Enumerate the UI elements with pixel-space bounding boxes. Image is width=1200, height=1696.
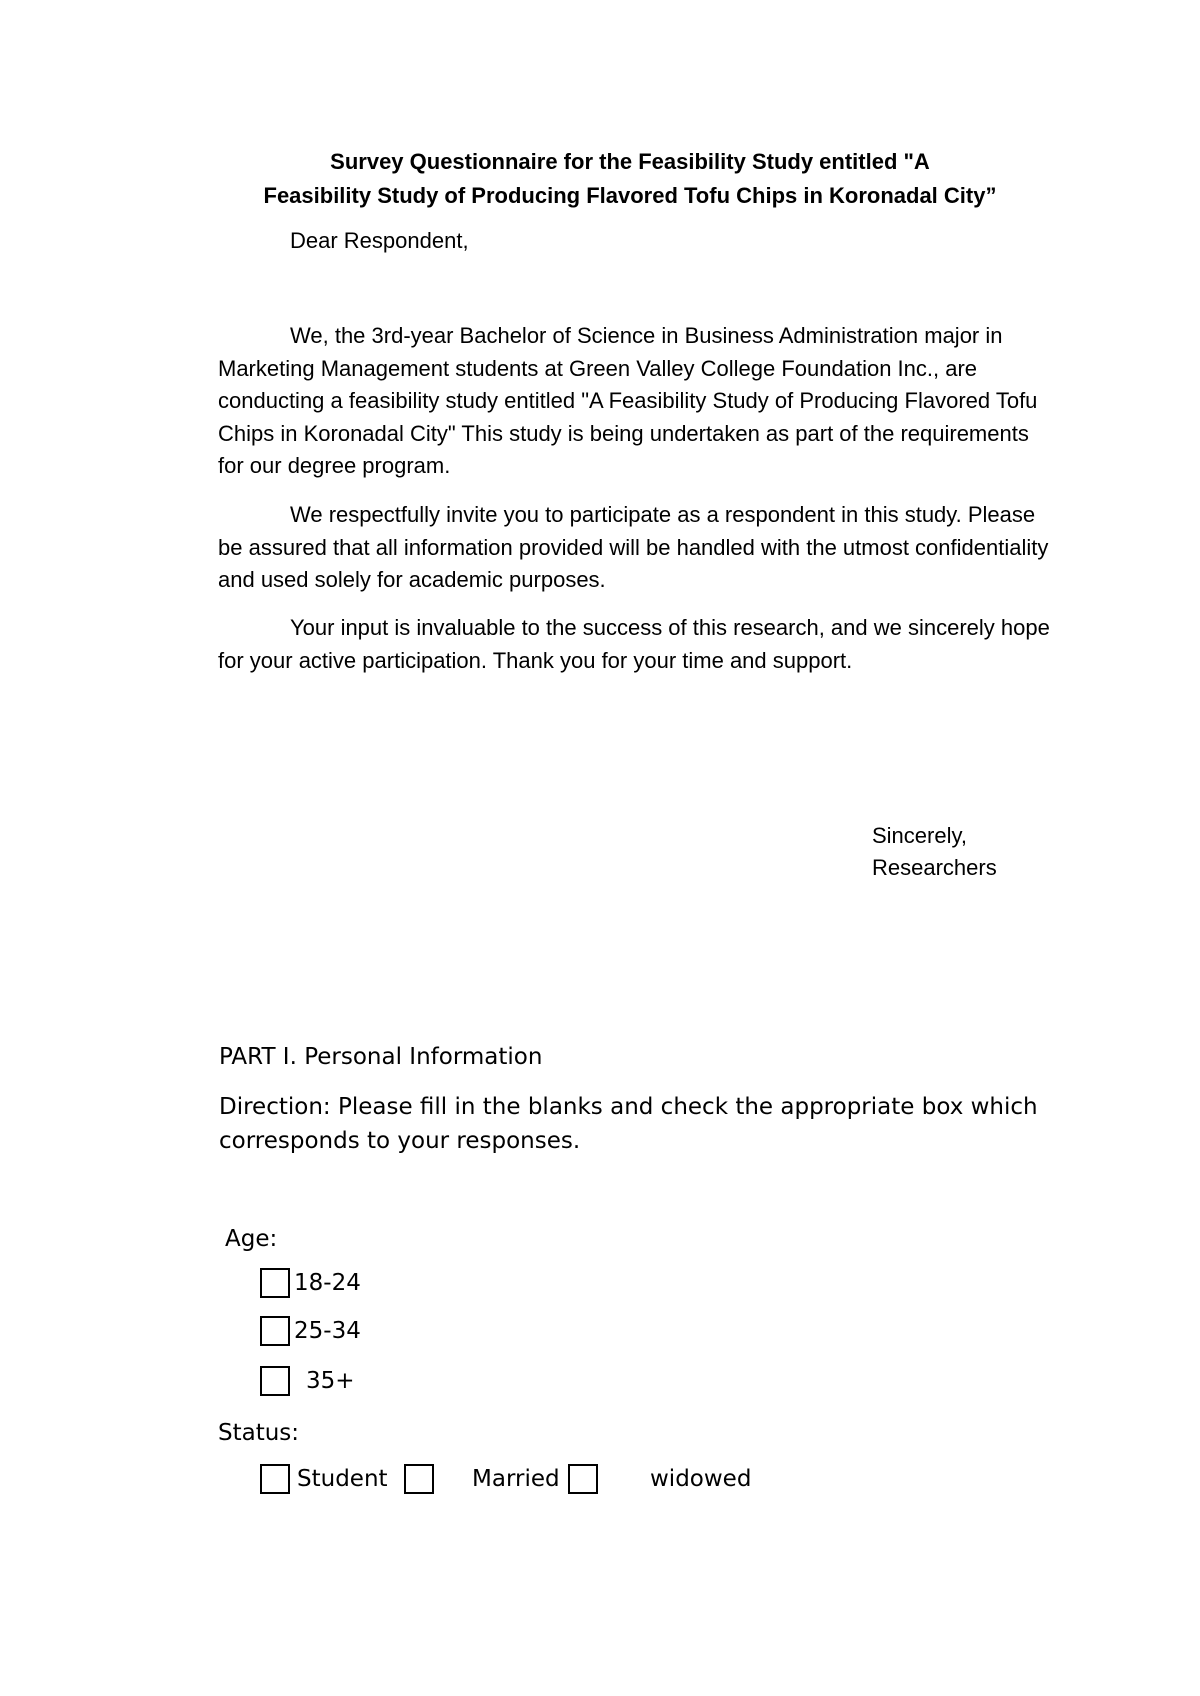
status-checkbox-2[interactable]: [404, 1464, 434, 1494]
status-checkbox-1[interactable]: [260, 1464, 290, 1494]
age-checkbox-18-24[interactable]: [260, 1268, 290, 1298]
age-label: Age:: [225, 1226, 278, 1252]
direction-text: Direction: Please fill in the blanks and check the appropriate box which corresponds to your responses.: [219, 1094, 1038, 1154]
status-option-label: Student: [297, 1466, 388, 1492]
invitation-paragraph: We respectfully invite you to participate as a respondent in this study. Please be assured that all information provided will be handled with the utmost confidentiality and used solely for academic purposes.: [218, 502, 1049, 592]
thanks-paragraph: Your input is invaluable to the success of this research, and we sincerely hope for your active participation. Thank you for your time and support.: [218, 615, 1050, 673]
age-option-label: 25-34: [294, 1318, 361, 1344]
status-label: Status:: [218, 1420, 300, 1446]
part-heading: PART I. Personal Information: [219, 1044, 543, 1070]
age-option-18-24[interactable]: [260, 1268, 361, 1298]
closing-block: [872, 820, 997, 884]
status-checkbox-3[interactable]: [568, 1464, 598, 1494]
age-checkbox-35-plus[interactable]: [260, 1366, 290, 1396]
closing-text: Sincerely,: [872, 823, 967, 848]
intro-paragraph: We, the 3rd-year Bachelor of Science in Business Administration major in Marketing Management students at Green Valley College Foundation Inc., are conducting a feasibility study entitled "A Feasibility Study of Producing Flavored Tofu Chips in Koronadal City" This study is being undertaken as part of the requirements for our degree program.: [218, 323, 1038, 478]
status-option-label: widowed: [650, 1466, 752, 1492]
age-option-25-34[interactable]: [260, 1316, 361, 1346]
survey-title: [210, 145, 1050, 213]
age-checkbox-25-34[interactable]: [260, 1316, 290, 1346]
age-option-label: 18-24: [294, 1270, 361, 1296]
status-option-label: Married: [472, 1466, 560, 1492]
survey-title-line-2: Feasibility Study of Producing Flavored Tofu Chips in Koronadal City”: [263, 183, 997, 208]
age-option-label: 35+: [306, 1368, 355, 1394]
salutation: Dear Respondent,: [290, 228, 469, 253]
survey-title-line-1: Survey Questionnaire for the Feasibility Study entitled "A: [330, 149, 930, 174]
age-option-35-plus[interactable]: [260, 1366, 355, 1396]
signature-text: Researchers: [872, 855, 997, 880]
